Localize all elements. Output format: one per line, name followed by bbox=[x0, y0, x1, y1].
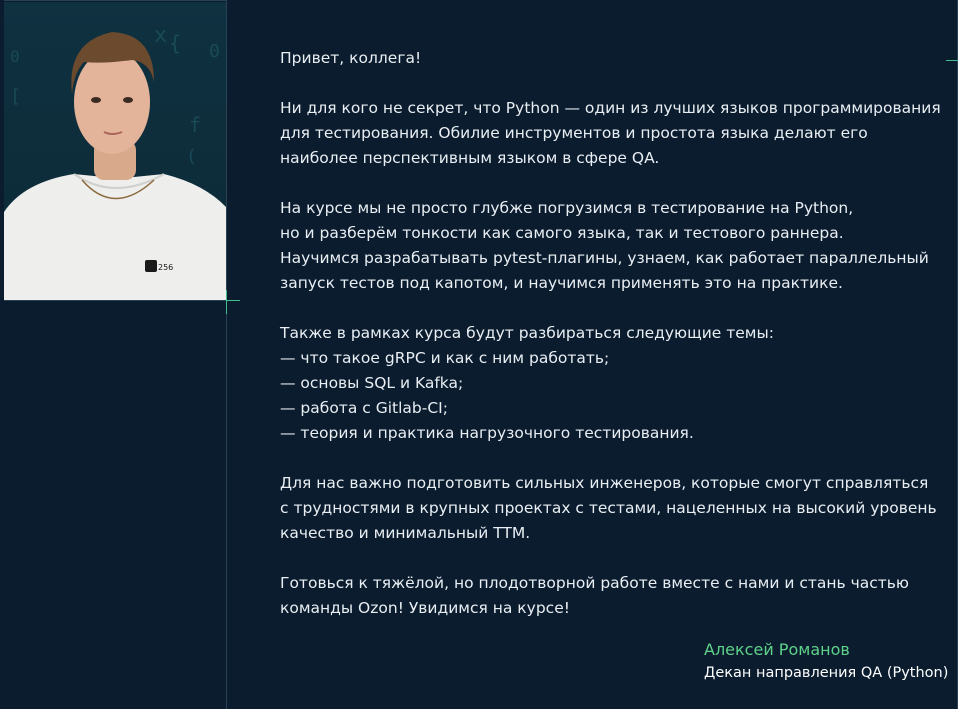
letter-line: с трудностями в крупных проектах с тестами, нацеленных на высокий уровень bbox=[280, 499, 937, 517]
letter-line: наиболее перспективным языком в сфере QA. bbox=[280, 149, 660, 167]
topics-paragraph bbox=[280, 321, 940, 446]
svg-text:0: 0 bbox=[10, 47, 20, 66]
greeting-paragraph bbox=[280, 46, 940, 71]
letter-line: запуск тестов под капотом, и научимся применять это на практике. bbox=[280, 274, 843, 292]
frame-divider bbox=[226, 0, 227, 709]
svg-text:[: [ bbox=[10, 86, 21, 107]
svg-text:0: 0 bbox=[209, 41, 220, 62]
profile-photo bbox=[4, 2, 226, 301]
svg-text:(: ( bbox=[186, 146, 197, 167]
letter-line: Для нас важно подготовить сильных инженеров, которые смогут справляться bbox=[280, 474, 929, 492]
author-role: Декан направления QA (Python) bbox=[704, 665, 949, 681]
topic-item: — теория и практика нагрузочного тестирования. bbox=[280, 424, 694, 442]
svg-text:{: { bbox=[169, 31, 182, 55]
shirt-logo-text: 256 bbox=[158, 263, 174, 272]
goal-paragraph bbox=[280, 471, 940, 546]
corner-tick bbox=[226, 290, 227, 314]
letter-line: Привет, коллега! bbox=[280, 49, 422, 67]
edge-tick bbox=[946, 60, 958, 61]
letter-line: Научимся разрабатывать pytest-плагины, узнаем, как работает параллельный bbox=[280, 249, 929, 267]
signature-block bbox=[704, 638, 948, 684]
welcome-letter bbox=[280, 46, 940, 646]
topic-item: — работа с Gitlab-CI; bbox=[280, 399, 448, 417]
letter-line: для тестирования. Обилие инструментов и простота языка делают его bbox=[280, 124, 868, 142]
letter-line: Ни для кого не секрет, что Python — один из лучших языков программирования bbox=[280, 99, 941, 117]
letter-line: Также в рамках курса будут разбираться следующие темы: bbox=[280, 324, 774, 342]
frame-line-top bbox=[4, 0, 226, 1]
svg-text:x: x bbox=[154, 23, 168, 48]
letter-line: качество и минимальный TTM. bbox=[280, 524, 531, 542]
closing-paragraph bbox=[280, 571, 940, 621]
topic-item: — что такое gRPC и как с ним работать; bbox=[280, 349, 610, 367]
topic-item: — основы SQL и Kafka; bbox=[280, 374, 464, 392]
letter-line: Готовься к тяжёлой, но плодотворной работе вместе с нами и стань частью bbox=[280, 574, 909, 592]
intro-paragraph bbox=[280, 96, 940, 171]
letter-line: команды Ozon! Увидимся на курсе! bbox=[280, 599, 570, 617]
portrait-illustration bbox=[4, 2, 226, 300]
svg-text:f: f bbox=[189, 113, 202, 137]
author-name: Алексей Романов bbox=[704, 640, 850, 659]
letter-line: но и разберём тонкости как самого языка, так и тестового раннера. bbox=[280, 224, 844, 242]
letter-line: На курсе мы не просто глубже погрузимся в тестирование на Python, bbox=[280, 199, 854, 217]
course-paragraph bbox=[280, 196, 940, 296]
